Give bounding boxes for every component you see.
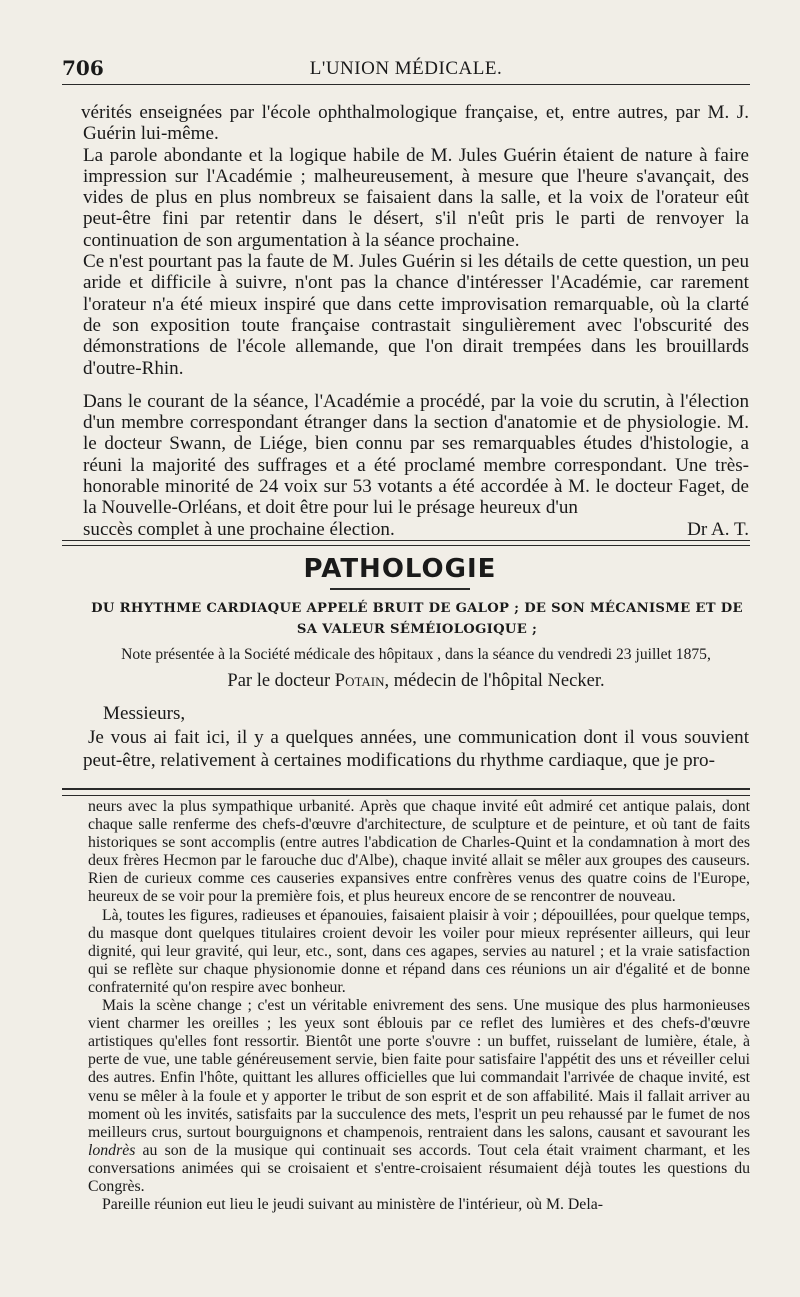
article-note: Note présentée à la Société médicale des hôpitaux , dans la séance du vendredi 23 juillet 1875, bbox=[121, 646, 711, 663]
title-underline bbox=[330, 588, 470, 590]
paragraph: Là, toutes les figures, radieuses et épanouies, faisaient plaisir à voir ; dépouillées, pour quelque temps, du masque dont quelques titulaires croient devoir les voiler pour mieux représenter ailleurs, qui leur dignité, qui leur gravité, qui leur, etc., sont, dans ces agapes, servies au naturel ; et la vraie satisfaction qui se reflète sur chaque physionomie donne et répand dans ces réunions un air d'égalité et de bonne confraternité qu'on respire avec bonheur. bbox=[88, 906, 750, 996]
feuilleton-divider bbox=[62, 788, 750, 796]
paragraph: Je vous ai fait ici, il y a quelques années, une communication dont il vous souvient peut-être, relativement à certaines modifications du rhythme cardiaque, que je pro- bbox=[83, 727, 749, 771]
feuilleton bbox=[88, 798, 750, 1214]
paragraph: neurs avec la plus sympathique urbanité. Après que chaque invité eût admiré cet antique palais, dont chaque salle renferme des chefs-d'œuvre d'architecture, de sculpture et de peinture, et où tant de faits historiques se sont accomplis (entre autres l'abdication de Charles-Quint et la condamnation à mort des deux frères Hecmon par le farouche duc d'Albe), chaque invité allait se mêler aux groupes des causeurs. Rien de curieux comme ces causeries expansives entre confrères venus des quatre coins de l'Europe, heureux de se voir pour la première fois, et plus heureux encore de se rencontrer de nouveau. bbox=[88, 798, 750, 906]
paragraph: Ce n'est pourtant pas la faute de M. Jules Guérin si les détails de cette question, un peu aride et difficile à suivre, n'ont pas la chance d'intéresser l'Académie, car rarement l'orateur n'a été mieux inspiré que dans cette improvisation remarquable, où la clarté de son exposition toute française contrastait singulièrement avec l'obscurité des démonstrations de l'école allemande, que l'on dirait trempées dans les brouillards d'outre-Rhin. bbox=[83, 251, 749, 379]
page-header bbox=[62, 52, 750, 85]
paragraph: Dans le courant de la séance, l'Académie a procédé, par la voie du scrutin, à l'élection d'un membre correspondant étranger dans la section d'anatomie et de physiologie. M. le docteur Swann, de Liége, bien connu par ses remarquables études d'histologie, a réuni la majorité des suffrages et a été proclamé membre correspondant. Une très-honorable minorité de 24 voix sur 53 votants a été accordée à M. le docteur Faget, de la Nouvelle-Orléans, et doit être pour lui le présage heureux d'un bbox=[83, 390, 749, 519]
author-prefix: Par le docteur bbox=[227, 671, 331, 691]
closing-line bbox=[83, 519, 749, 540]
paragraph: La parole abondante et la logique habile de M. Jules Guérin étaient de nature à faire impression sur l'Académie ; malheureusement, à mesure que l'heure s'avançait, des vides de plus en plus nombreux se faisaient dans la salle, et la voix de l'orateur eût peut-être fini par retentir dans le désert, s'il n'eût pris le parti de renvoyer la continuation de son argumentation à la séance prochaine. bbox=[83, 144, 749, 251]
paragraph: vérités enseignées par l'école ophthalmologique française, et, entre autres, par M. J. Guérin lui-même. bbox=[81, 102, 749, 145]
article-author bbox=[80, 671, 752, 692]
paragraph: Pareille réunion eut lieu le jeudi suivant au ministère de l'intérieur, où M. Dela- bbox=[102, 1196, 603, 1214]
page-number: 706 bbox=[62, 56, 104, 80]
signature: Dr A. T. bbox=[687, 518, 749, 540]
text-run: au son de la musique qui continuait ses accords. Tout cela était vraiment charmant, et les conversations animées qui se croisaient et s'entre-croisaient résumaient déjà toutes les questions du Congrès. bbox=[88, 1141, 750, 1195]
article-body bbox=[83, 702, 749, 772]
author-suffix: , médecin de l'hôpital Necker. bbox=[384, 671, 605, 691]
running-title: L'UNION MÉDICALE. bbox=[309, 58, 503, 79]
italic-word: londrès bbox=[88, 1141, 136, 1159]
salutation: Messieurs, bbox=[103, 703, 186, 724]
upper-text bbox=[83, 102, 749, 540]
section-title: PATHOLOGIE bbox=[303, 554, 497, 584]
article-title: DU RHYTHME CARDIAQUE APPELÉ BRUIT DE GALOP ; DE SON MÉCANISME ET DE SA VALEUR SÉMÉIOLOGIQUE ; bbox=[91, 601, 743, 637]
author-name: Potain bbox=[334, 671, 385, 691]
section-divider bbox=[62, 540, 750, 546]
closing-text: succès complet à une prochaine élection. bbox=[83, 518, 395, 540]
text-run: Mais la scène change ; c'est un véritable enivrement des sens. Une musique des plus harmonieuses vient charmer les oreilles ; les yeux sont éblouis par ce reflet des lumières et des chefs-d'œuvre artistiques qu'elles font ressortir. Bientôt une porte s'ouvre : un buffet, ruisselant de lumière, étale, à perte de vue, une table généreusement servie, bien faite pour satisfaire l'appétit des uns et réveiller celui des autres. Enfin l'hôte, quittant les allures officielles que lui commandait l'arrivée de chaque invité, est venu se mêler à la foule et y apporter le tribut de son esprit et de son affabilité. Mais il fallait arriver au moment où les invités, satisfaits par la succulence des mets, l'esprit un peu rehaussé par le fumet de nos meilleurs crus, surtout bourguignons et champenois, rentraient dans les salons, causant et savourant les bbox=[88, 997, 750, 1141]
paragraph bbox=[88, 997, 750, 1196]
